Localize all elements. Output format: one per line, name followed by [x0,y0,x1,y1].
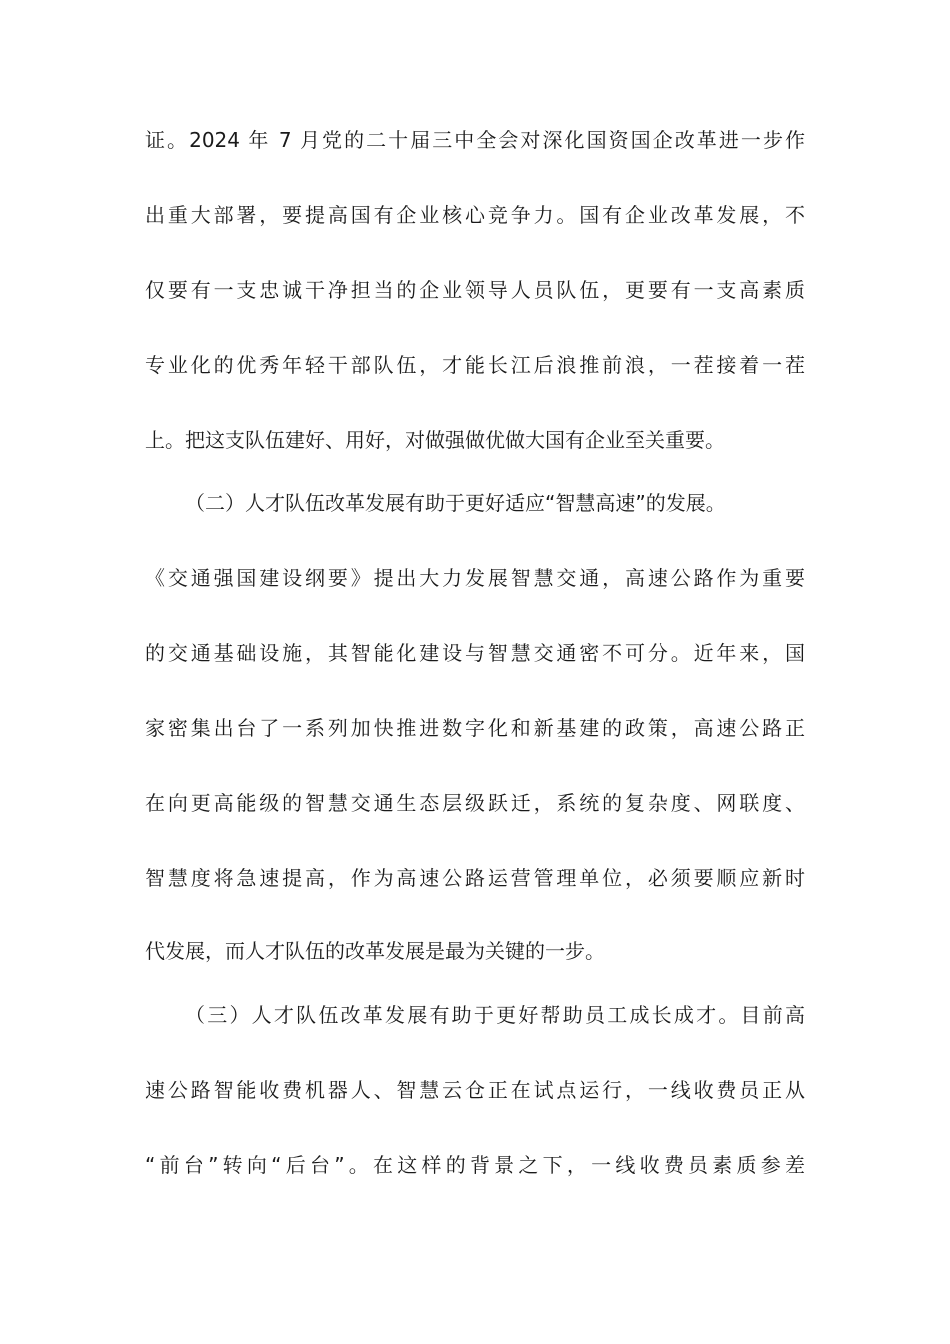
text-line-12: 代发展，而人才队伍的改革发展是最为关键的一步。 [145,939,605,963]
text-line-8: 的交通基础设施，其智能化建设与智慧交通密不可分。近年来，国 [145,641,805,665]
text-line-15: “前台”转向“后台”。在这样的背景之下，一线收费员素质参差 [145,1153,805,1177]
section-heading-2: （二）人才队伍改革发展有助于更好适应“智慧高速”的发展。 [185,491,726,515]
text-line-10: 在向更高能级的智慧交通生态层级跃迁，系统的复杂度、网联度、 [145,791,805,815]
text-line-2: 出重大部署，要提高国有企业核心竞争力。国有企业改革发展，不 [145,203,805,227]
text-line-14: 速公路智能收费机器人、智慧云仓正在试点运行，一线收费员正从 [145,1078,805,1102]
text-line-11: 智慧度将急速提高，作为高速公路运营管理单位，必须要顺应新时 [145,866,805,890]
text-line-5: 上。把这支队伍建好、用好，对做强做优做大国有企业至关重要。 [145,428,725,452]
text-line-3: 仅要有一支忠诚干净担当的企业领导人员队伍，更要有一支高素质 [145,278,805,302]
text-line-1: 证。2024 年 7 月党的二十届三中全会对深化国资国企改革进一步作 [145,128,805,152]
text-line-7: 《交通强国建设纲要》提出大力发展智慧交通，高速公路作为重要 [145,566,805,590]
text-line-9: 家密集出台了一系列加快推进数字化和新基建的政策，高速公路正 [145,716,805,740]
text-line-4: 专业化的优秀年轻干部队伍，才能长江后浪推前浪，一茬接着一茬 [145,353,805,377]
section-heading-3: （三）人才队伍改革发展有助于更好帮助员工成长成才。目前高 [185,1003,805,1027]
